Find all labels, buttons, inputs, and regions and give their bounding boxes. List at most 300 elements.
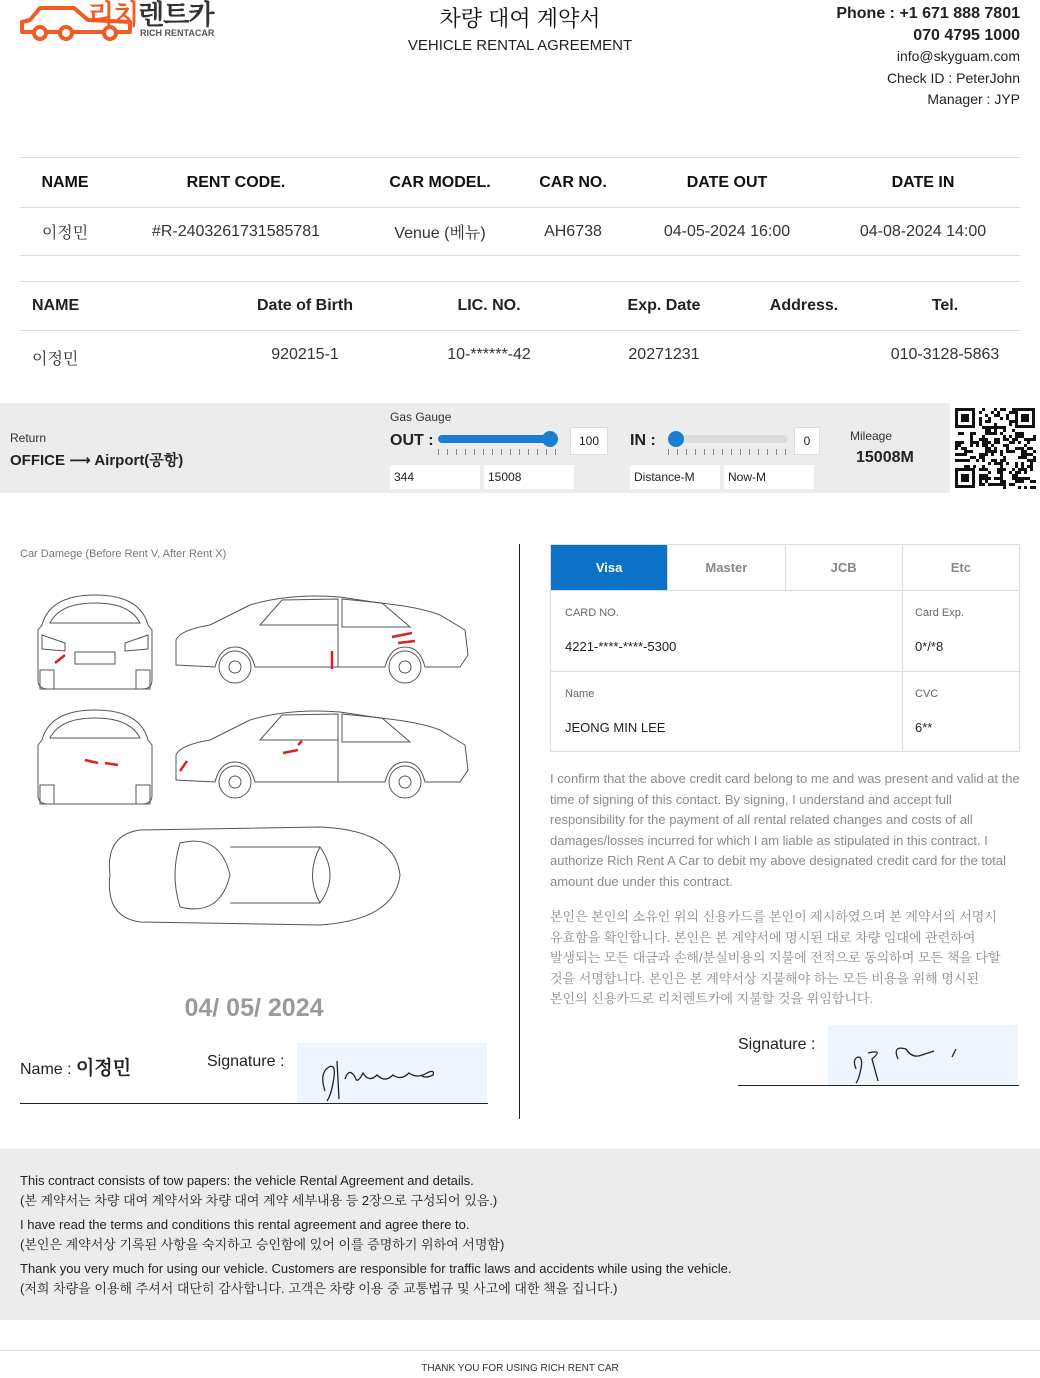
qr-module	[997, 468, 1000, 471]
qr-module	[1021, 432, 1024, 435]
table-row	[20, 208, 1020, 256]
qr-module	[961, 453, 964, 456]
qr-module	[1024, 438, 1027, 441]
qr-module	[973, 441, 976, 444]
qr-module	[991, 432, 994, 435]
terms-line	[20, 1171, 1020, 1210]
qr-module	[994, 462, 997, 465]
gas-in-label: IN :	[630, 432, 656, 449]
driver-table-row	[20, 331, 1020, 379]
terms-ko: (본 계약서는 차량 대여 계약서와 차량 대여 계약 세부내용 등 2장으로 구성되어 있음.)	[20, 1192, 498, 1208]
qr-module	[994, 438, 997, 441]
qr-module	[991, 450, 994, 453]
qr-module	[1009, 420, 1012, 423]
qr-module	[1018, 432, 1021, 435]
qr-module	[979, 474, 982, 477]
phone-number-2: 070 4795 1000	[913, 26, 1020, 44]
qr-module	[1000, 459, 1003, 462]
qr-module	[1015, 462, 1018, 465]
qr-module	[991, 426, 994, 429]
qr-module	[1018, 456, 1021, 459]
qr-module	[997, 414, 1000, 417]
table-cell: 10-******-42	[447, 346, 531, 363]
out-mileage-field[interactable]: 15008	[484, 465, 574, 489]
qr-module	[976, 441, 979, 444]
table-cell: 04-08-2024 14:00	[859, 222, 987, 240]
qr-module	[994, 477, 997, 480]
qr-module	[1015, 471, 1018, 474]
slider-fill	[438, 435, 558, 443]
qr-module	[1003, 408, 1006, 411]
card-exp-field[interactable]	[915, 607, 964, 654]
name-value: 이정민	[76, 1058, 132, 1079]
qr-module	[985, 426, 988, 429]
table-header-cell: Tel.	[931, 297, 959, 314]
qr-module	[979, 420, 982, 423]
qr-module	[1003, 483, 1006, 486]
qr-module	[988, 477, 991, 480]
qr-module	[1030, 480, 1033, 483]
qr-module	[1030, 438, 1033, 441]
qr-module	[1009, 450, 1012, 453]
qr-module	[1006, 462, 1009, 465]
qr-module	[955, 441, 958, 444]
qr-module	[976, 459, 979, 462]
gas-out-slider[interactable]	[438, 435, 558, 455]
confirm-text-en: I confirm that the above credit card belong to me and was present and valid at the time of signing of this contact. By signing, I understand and accept full responsibility for the payment of all rental related changes and costs of all damages/losses incurred for which I am liable as stipulated in this contract. I authorize Rich Rent A Car to debit my above designated credit card for the total amount due under this contract.	[550, 771, 1020, 889]
qr-module	[1009, 471, 1012, 474]
qr-module	[982, 426, 985, 429]
in-mileage-field[interactable]: Now-M	[724, 465, 814, 489]
card-signature-label: Signature :	[738, 1036, 816, 1053]
qr-module	[1024, 486, 1027, 489]
signature-icon	[828, 1025, 1018, 1085]
footer-divider	[0, 1350, 1040, 1351]
car-damage-diagram[interactable]	[20, 585, 490, 955]
qr-module	[979, 411, 982, 414]
qr-module	[1015, 474, 1018, 477]
qr-module	[982, 444, 985, 447]
qr-module	[1000, 477, 1003, 480]
qr-module	[967, 465, 970, 468]
terms-en: This contract consists of tow papers: the vehicle Rental Agreement and details.	[20, 1173, 474, 1188]
qr-module	[1003, 456, 1006, 459]
qr-module	[1024, 450, 1027, 453]
qr-module	[1012, 483, 1015, 486]
cardholder-name-value: JEONG MIN LEE	[565, 720, 666, 735]
gas-gauge-label: Gas Gauge	[390, 410, 452, 424]
qr-module	[988, 432, 991, 435]
card-signature-field[interactable]	[828, 1025, 1018, 1085]
qr-module	[1003, 438, 1006, 441]
qr-module	[988, 450, 991, 453]
qr-module	[997, 483, 1000, 486]
qr-module	[961, 447, 964, 450]
qr-module	[1018, 468, 1021, 471]
qr-module	[1009, 483, 1012, 486]
cvc-value: 6**	[915, 720, 933, 735]
qr-module	[958, 459, 961, 462]
qr-module	[994, 441, 997, 444]
qr-module	[1000, 432, 1003, 435]
qr-module	[964, 453, 967, 456]
qr-module	[994, 423, 997, 426]
qr-module	[1033, 480, 1036, 483]
qr-module	[1015, 432, 1018, 435]
rental-date: 04/ 05/ 2024	[184, 994, 324, 1022]
qr-module	[1003, 459, 1006, 462]
qr-module	[1000, 468, 1003, 471]
qr-module	[1030, 468, 1033, 471]
qr-module	[1000, 471, 1003, 474]
terms-en: Thank you very much for using our vehicle. Customers are responsible for traffic laws and accidents while using the vehicle.	[20, 1261, 732, 1276]
qr-module	[1006, 444, 1009, 447]
car-side-view-icon	[176, 596, 468, 683]
qr-module	[970, 456, 973, 459]
tab-etc[interactable]: Etc	[950, 560, 971, 575]
divider	[551, 671, 1021, 672]
qr-module	[1030, 462, 1033, 465]
qr-module	[997, 438, 1000, 441]
qr-module	[970, 435, 973, 438]
out-distance-field[interactable]: 344	[390, 465, 480, 489]
card-exp-value: 0*/*8	[915, 639, 944, 654]
signature-icon	[297, 1043, 487, 1103]
qr-module	[955, 459, 958, 462]
terms-en: I have read the terms and conditions this rental agreement and agree there to.	[20, 1217, 470, 1232]
qr-module	[1021, 447, 1024, 450]
qr-module	[1003, 480, 1006, 483]
qr-module	[1021, 435, 1024, 438]
qr-module	[961, 432, 964, 435]
qr-module	[958, 441, 961, 444]
qr-module	[1021, 480, 1024, 483]
qr-module	[988, 417, 991, 420]
qr-module	[1003, 444, 1006, 447]
qr-module	[1000, 417, 1003, 420]
qr-module	[982, 468, 985, 471]
mileage-label: Mileage	[850, 429, 893, 443]
qr-module	[970, 432, 973, 435]
qr-module	[982, 435, 985, 438]
qr-module	[988, 447, 991, 450]
slider-track	[438, 435, 558, 443]
qr-module	[1000, 474, 1003, 477]
car-front-view-icon	[38, 595, 152, 689]
car-side-view-icon	[176, 711, 468, 798]
qr-module	[973, 432, 976, 435]
qr-module	[1033, 459, 1036, 462]
cardholder-name-field[interactable]	[565, 688, 665, 735]
qr-module	[1027, 438, 1030, 441]
terms-ko: (본인은 계약서상 기록된 사항을 숙지하고 승인함에 있어 이를 증명하기 위하여 서명함)	[20, 1236, 505, 1252]
name-underline	[20, 1103, 488, 1104]
qr-module	[1000, 426, 1003, 429]
table-header-cell: CAR NO.	[539, 173, 607, 191]
qr-module	[1012, 468, 1015, 471]
qr-module	[1003, 435, 1006, 438]
qr-module	[1033, 438, 1036, 441]
rental-table	[20, 157, 1020, 256]
page-title-ko: 차량 대여 계약서	[439, 6, 601, 31]
qr-module	[1027, 465, 1030, 468]
qr-module	[970, 444, 973, 447]
damage-marks	[55, 633, 415, 771]
qr-module	[1012, 408, 1015, 411]
slider-ticks	[668, 449, 788, 455]
qr-module	[982, 456, 985, 459]
gas-in-slider[interactable]	[668, 435, 788, 455]
qr-module	[1012, 429, 1015, 432]
renter-name	[20, 1053, 131, 1080]
qr-module	[964, 465, 967, 468]
qr-module	[961, 459, 964, 462]
table-cell: 04-05-2024 16:00	[663, 222, 791, 240]
contact-block	[836, 3, 1020, 111]
qr-module	[988, 429, 991, 432]
qr-module	[979, 453, 982, 456]
qr-module	[979, 480, 982, 483]
logo-text: 리치렌트카	[88, 0, 214, 30]
qr-module	[1024, 468, 1027, 471]
qr-module	[970, 441, 973, 444]
qr-module	[982, 453, 985, 456]
tab-visa[interactable]: Visa	[551, 545, 668, 590]
qr-module	[1030, 465, 1033, 468]
qr-module	[997, 471, 1000, 474]
qr-module	[955, 444, 958, 447]
qr-module	[979, 468, 982, 471]
qr-module	[997, 462, 1000, 465]
qr-module	[1012, 477, 1015, 480]
tab-jcb[interactable]: JCB	[786, 545, 903, 590]
qr-module	[1003, 486, 1006, 489]
qr-module	[1018, 435, 1021, 438]
qr-module	[994, 426, 997, 429]
qr-module	[982, 465, 985, 468]
qr-module	[1021, 462, 1024, 465]
qr-module	[973, 456, 976, 459]
qr-module	[958, 432, 961, 435]
qr-module	[994, 450, 997, 453]
brand-logo	[18, 0, 228, 44]
qr-module	[988, 483, 991, 486]
email-address: info@skyguam.com	[896, 48, 1020, 64]
logo-subtext: RICH RENTACAR	[140, 28, 215, 38]
qr-module	[1033, 435, 1036, 438]
qr-module	[961, 441, 964, 444]
qr-module	[964, 459, 967, 462]
arrow-right-icon: ⟶	[69, 452, 91, 469]
qr-module	[991, 459, 994, 462]
confirm-text-ko: 본인은 본인의 소유인 위의 신용카드를 본인이 제시하였으며 본 계약서의 서명시 유효함을 확인합니다. 본인은 본 계약서에 명시된 대로 차량 임대에 관련하여 발생되는 모든 대금과 손해/분실비용의 지불에 전적으로 동의하며 모든 책을 다할 것을 서명합니다. 본인은 본 계약서상 지불해야 하는 모든 비용을 위해 명시된 본인의 신용카드로 리치렌트카에 지불할 것을 위임합니다.	[550, 909, 1001, 1006]
qr-module	[985, 438, 988, 441]
qr-module	[1000, 462, 1003, 465]
qr-module	[1027, 477, 1030, 480]
return-origin: OFFICE	[10, 452, 65, 469]
qr-module	[1012, 411, 1015, 414]
cardholder-name-label: Name	[565, 688, 595, 700]
qr-module	[1012, 441, 1015, 444]
cvc-field[interactable]	[915, 688, 938, 735]
qr-module	[1021, 465, 1024, 468]
qr-module	[1015, 477, 1018, 480]
qr-module	[982, 408, 985, 411]
driver-table-header	[20, 281, 1020, 331]
card-number-label: CARD NO.	[565, 607, 619, 619]
qr-module	[1018, 441, 1021, 444]
qr-module	[982, 474, 985, 477]
qr-module	[964, 450, 967, 453]
qr-module	[985, 429, 988, 432]
qr-module	[1003, 468, 1006, 471]
qr-module	[976, 444, 979, 447]
manager: Manager : JYP	[927, 91, 1020, 107]
phone-number: Phone : +1 671 888 7801	[836, 5, 1020, 22]
table-header-row	[20, 158, 1020, 208]
qr-module	[1021, 468, 1024, 471]
qr-module	[1030, 486, 1033, 489]
terms-block	[0, 1149, 1040, 1320]
qr-module	[1000, 453, 1003, 456]
table-cell: 920215-1	[271, 346, 339, 363]
qr-module	[1012, 450, 1015, 453]
qr-module	[1003, 429, 1006, 432]
qr-module	[985, 474, 988, 477]
qr-module	[997, 411, 1000, 414]
qr-module	[1009, 441, 1012, 444]
table-cell: AH6738	[544, 222, 602, 240]
qr-module	[1003, 426, 1006, 429]
check-id: Check ID : PeterJohn	[886, 69, 1020, 86]
qr-module	[985, 447, 988, 450]
qr-module	[991, 483, 994, 486]
qr-module	[1021, 450, 1024, 453]
gas-out-value: 100	[570, 427, 608, 455]
qr-module	[967, 450, 970, 453]
qr-module	[979, 438, 982, 441]
slider-knob[interactable]	[668, 431, 684, 447]
in-distance-field[interactable]: Distance-M	[630, 465, 720, 489]
qr-module	[1012, 420, 1015, 423]
gas-in-value: 0	[794, 427, 820, 455]
qr-module	[988, 426, 991, 429]
tab-master[interactable]: Master	[668, 545, 785, 590]
table-header-cell: NAME	[32, 297, 80, 314]
qr-module	[979, 417, 982, 420]
qr-module	[997, 426, 1000, 429]
table-cell: 010-3128-5863	[890, 346, 1000, 363]
qr-module	[1015, 438, 1018, 441]
return-destination: Airport(공항)	[94, 452, 184, 469]
table-header-cell: Date of Birth	[257, 297, 353, 314]
qr-module	[1027, 459, 1030, 462]
qr-module	[985, 420, 988, 423]
qr-module	[1021, 477, 1024, 480]
slider-knob[interactable]	[542, 431, 558, 447]
card-details	[550, 591, 1020, 752]
mileage-value: 15008M	[856, 449, 914, 466]
card-number-field[interactable]	[565, 607, 676, 654]
signature-underline	[738, 1085, 1019, 1086]
qr-module	[1006, 447, 1009, 450]
qr-module	[1000, 480, 1003, 483]
qr-module	[1021, 453, 1024, 456]
card-type-tabs	[550, 544, 1020, 591]
qr-module	[1012, 438, 1015, 441]
qr-module	[994, 408, 997, 411]
return-route	[10, 449, 183, 470]
cvc-label: CVC	[915, 688, 939, 700]
table-header-cell: DATE OUT	[686, 173, 768, 191]
table-cell: 20271231	[628, 346, 700, 363]
table-header-cell: DATE IN	[891, 173, 955, 191]
qr-module	[964, 447, 967, 450]
gas-out-label: OUT :	[390, 432, 434, 449]
qr-module	[985, 414, 988, 417]
qr-module	[1018, 477, 1021, 480]
qr-module	[994, 429, 997, 432]
qr-module	[973, 465, 976, 468]
qr-module	[985, 441, 988, 444]
qr-module	[985, 453, 988, 456]
qr-module	[1024, 471, 1027, 474]
qr-module	[1012, 474, 1015, 477]
qr-module	[1000, 408, 1003, 411]
qr-module	[1000, 483, 1003, 486]
table-header-cell: Exp. Date	[627, 297, 701, 314]
table-header-cell: NAME	[41, 173, 89, 191]
car-top-view-icon	[109, 827, 400, 925]
qr-module	[1027, 441, 1030, 444]
return-label: Return	[10, 431, 47, 445]
qr-module	[994, 447, 997, 450]
qr-module	[1015, 480, 1018, 483]
table-cell: Venue (베뉴)	[394, 225, 486, 242]
slider-ticks	[438, 449, 558, 455]
qr-module	[985, 432, 988, 435]
card-number-value: 4221-****-****-5300	[565, 639, 677, 654]
page-title-en: VEHICLE RENTAL AGREEMENT	[407, 37, 633, 54]
qr-module	[988, 420, 991, 423]
qr-module	[1030, 453, 1033, 456]
qr-module	[1027, 447, 1030, 450]
qr-module	[988, 441, 991, 444]
qr-module	[991, 411, 994, 414]
table-cell: 이정민	[41, 225, 89, 242]
qr-module	[1033, 456, 1036, 459]
qr-module	[994, 432, 997, 435]
qr-module	[1000, 465, 1003, 468]
qr-module	[997, 477, 1000, 480]
qr-module	[979, 456, 982, 459]
qr-module	[1009, 423, 1012, 426]
qr-module	[1006, 414, 1009, 417]
signature-field[interactable]	[297, 1043, 487, 1103]
section-divider	[519, 544, 520, 1119]
qr-module	[967, 459, 970, 462]
qr-module	[988, 471, 991, 474]
qr-module	[1018, 480, 1021, 483]
qr-module	[982, 477, 985, 480]
name-label: Name :	[20, 1061, 72, 1078]
damage-label: Car Damege (Before Rent V, After Rent X)	[20, 548, 227, 560]
qr-module	[1027, 453, 1030, 456]
qr-module	[982, 483, 985, 486]
table-header-cell: Address.	[769, 297, 839, 314]
qr-module	[1015, 435, 1018, 438]
qr-module	[970, 438, 973, 441]
